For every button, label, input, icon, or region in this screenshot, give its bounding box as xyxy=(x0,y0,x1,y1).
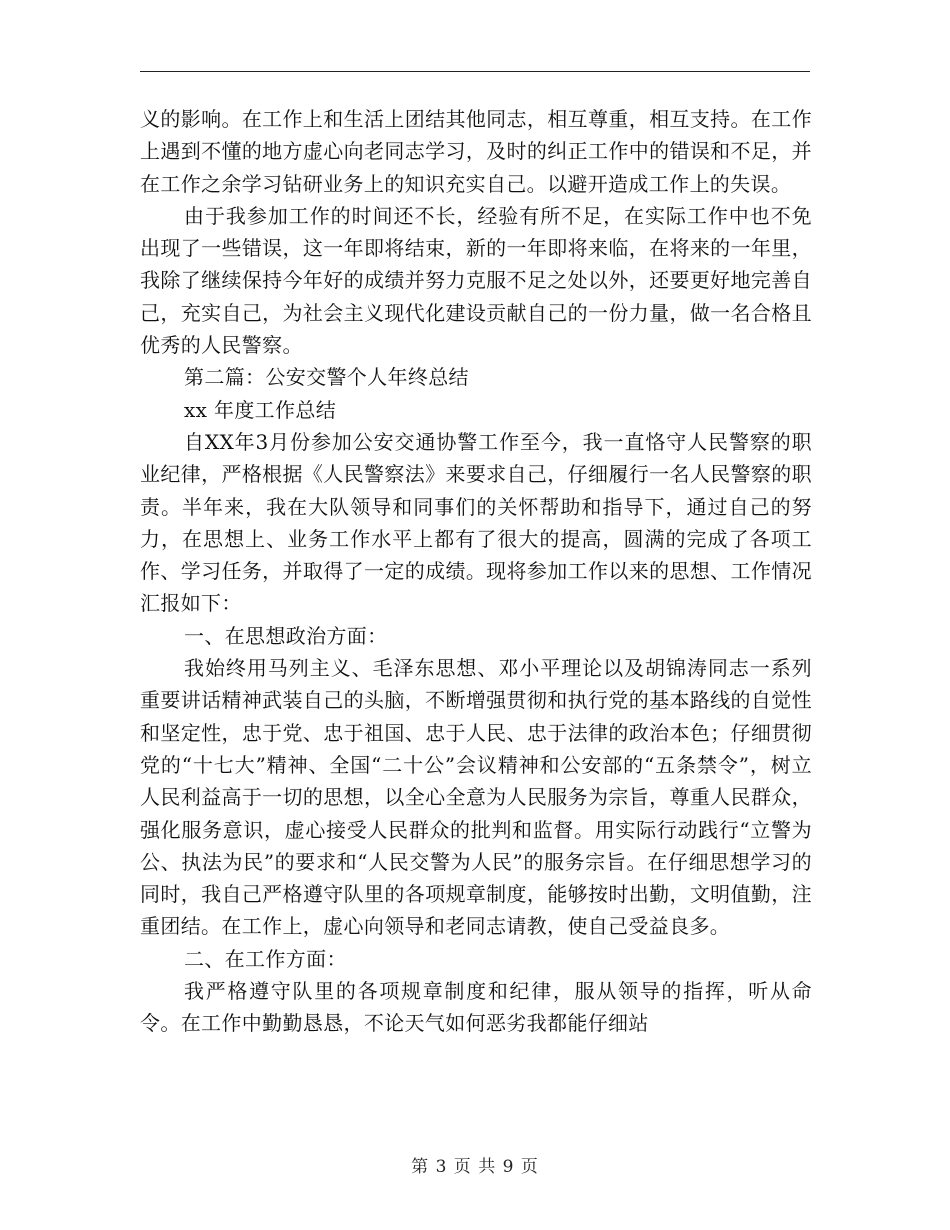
section-title: 第二篇：公安交警个人年终总结 xyxy=(184,365,469,390)
paragraph-political-thought: 我始终用马列主义、毛泽东思想、邓小平理论以及胡锦涛同志一系列重要讲话精神武装自己的头脑，不断增强贯彻和执行党的基本路线的自觉性和坚定性，忠于党、忠于祖国、忠于人民、忠于法律的政治本色；仔细贯彻党的“十七大”精神、全国“二十公”会议精神和公安部的“五条禁令”，树立人民利益高于一切的思想，以全心全意为人民服务为宗旨，尊重人民群众，强化服务意识，虚心接受人民群众的批判和监督。用实际行动践行“立警为公、执法为民”的要求和“人民交警为人民”的服务宗旨。在仔细思想学习的同时，我自己严格遵守队里的各项规章制度，能够按时出勤，文明值勤，注重团结。在工作上，虚心向领导和老同志请教，使自己受益良多。 xyxy=(140,656,812,939)
heading-political-thought: 一、在思想政治方面： xyxy=(184,623,388,648)
paragraph-work: 我严格遵守队里的各项规章制度和纪律，服从领导的指挥，听从命令。在工作中勤勤恳恳，不论天气如何恶劣我都能仔细站 xyxy=(140,979,812,1036)
paragraph-continuation: 义的影响。在工作上和生活上团结其他同志，相互尊重，相互支持。在工作上遇到不懂的地方虚心向老同志学习，及时的纠正工作中的错误和不足，并在工作之余学习钻研业务上的知识充实自己。以避开造成工作上的失误。 xyxy=(140,107,812,196)
section-subtitle: xx 年度工作总结 xyxy=(184,397,337,422)
page-number-footer: 第 3 页 共 9 页 xyxy=(411,1157,539,1177)
paragraph-intro: 自XX年3月份参加公安交通协警工作至今，我一直恪守人民警察的职业纪律，严格根据《人民警察法》来要求自己，仔细履行一名人民警察的职责。半年来，我在大队领导和同事们的关怀帮助和指导下，通过自己的努力，在思想上、业务工作水平上都有了很大的提高，圆满的完成了各项工作、学习任务，并取得了一定的成绩。现将参加工作以来的思想、工作情况汇报如下： xyxy=(140,429,812,616)
header-rule xyxy=(140,71,810,72)
document-body xyxy=(140,103,812,1040)
heading-work: 二、在工作方面： xyxy=(184,946,347,971)
paragraph-closing-remarks: 由于我参加工作的时间还不长，经验有所不足，在实际工作中也不免出现了一些错误，这一年即将结束，新的一年即将来临，在将来的一年里，我除了继续保持今年好的成绩并努力克服不足之处以外，还要更好地完善自己，充实自己，为社会主义现代化建设贡献自己的一份力量，做一名合格且优秀的人民警察。 xyxy=(140,203,812,358)
